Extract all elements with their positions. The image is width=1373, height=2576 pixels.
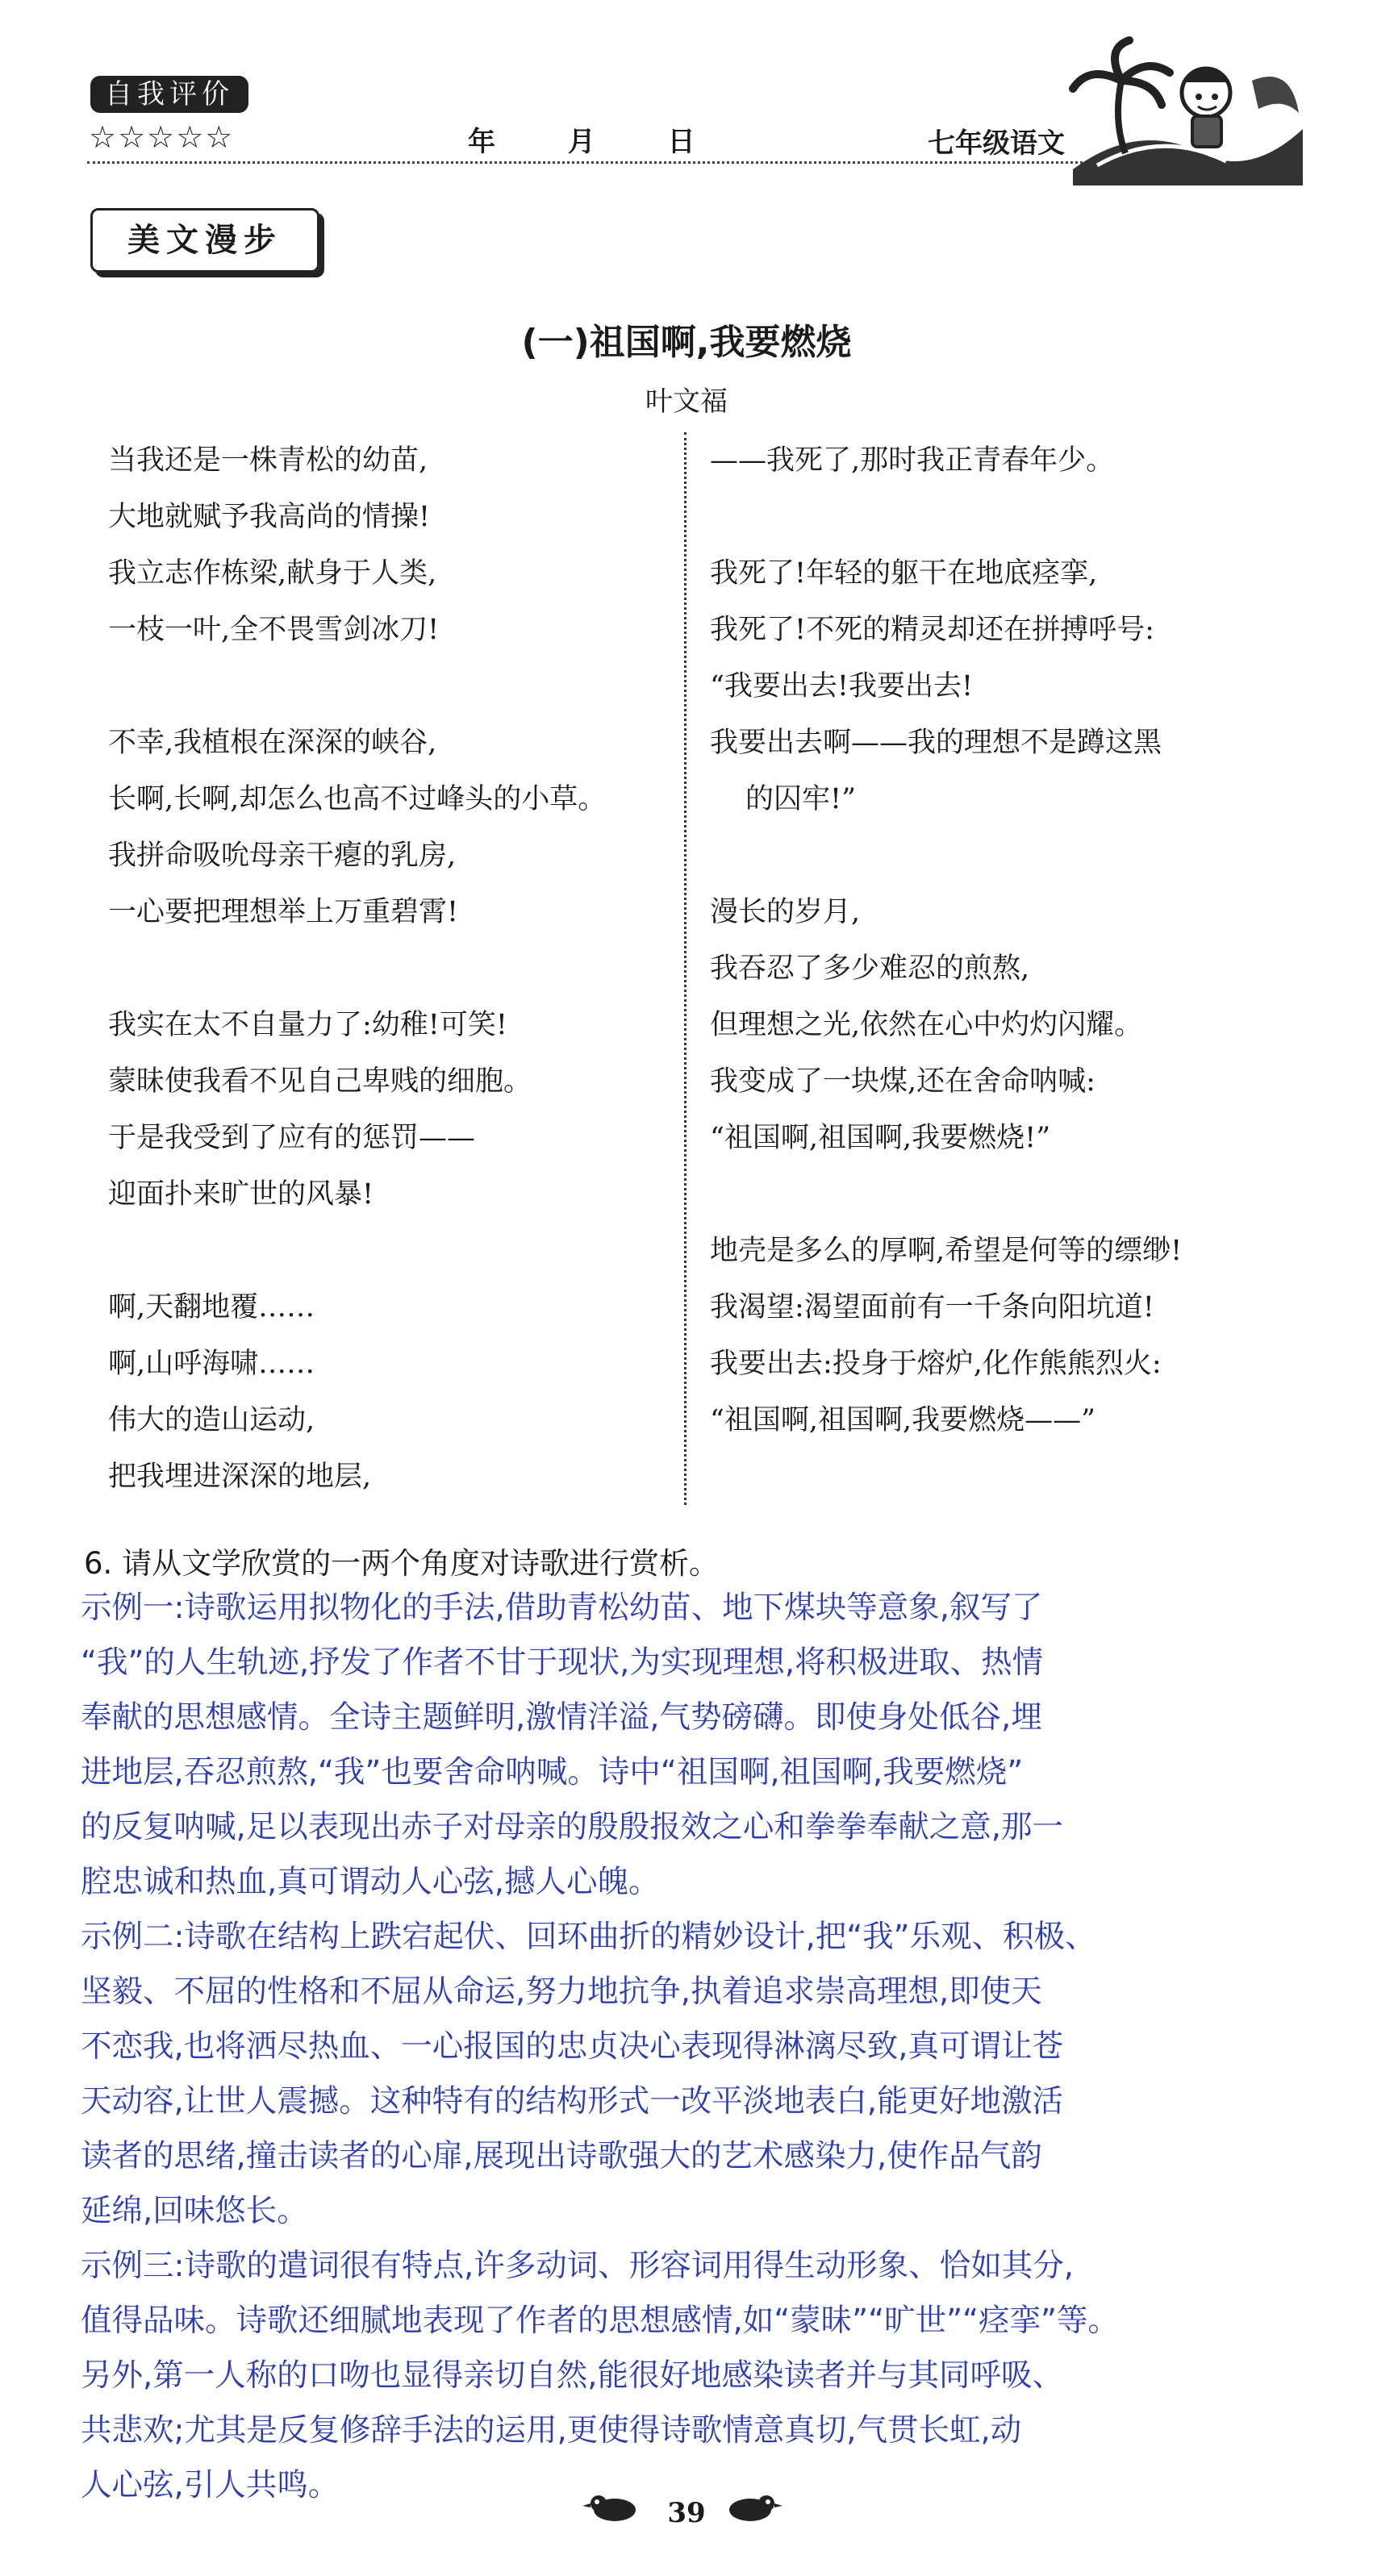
poem-line: 的囚牢!”: [745, 783, 856, 815]
question-6: 6. 请从文学欣赏的一两个角度对诗歌进行赏析。: [84, 1546, 720, 1581]
answer-line: 延绵,回味悠长。: [81, 2193, 308, 2229]
poem-line: 但理想之光,依然在心中灼灼闪耀。: [710, 1009, 1143, 1041]
poem-line: 把我埋进深深的地层,: [108, 1461, 372, 1493]
stanza-gap: [108, 1223, 673, 1279]
answer-line: 不恋我,也将洒尽热血、一心报国的忠贞决心表现得淋漓尽致,真可谓让苍: [81, 2028, 1063, 2065]
answer-line: 读者的思绪,撞击读者的心扉,展现出诗歌强大的艺术感染力,使作品气韵: [81, 2138, 1042, 2174]
answer-line: 进地层,吞忍煎熬,“我”也要舍命呐喊。诗中“祖国啊,祖国啊,我要燃烧”: [81, 1754, 1024, 1790]
poem-line: 我实在太不自量力了:幼稚!可笑!: [108, 1009, 507, 1041]
answer-line: 奉献的思想感情。全诗主题鲜明,激情洋溢,气势磅礴。即使身处低谷,埋: [81, 1699, 1042, 1736]
poem-line: 大地就赋予我高尚的情操!: [108, 501, 431, 533]
poem-line: 我拼命吸吮母亲干瘪的乳房,: [108, 840, 457, 872]
poem-line: 伟大的造山运动,: [108, 1404, 315, 1436]
poem-line: 我死了!不死的精灵却还在拼搏呼号:: [710, 614, 1154, 646]
poem-line: 不幸,我植根在深深的峡谷,: [108, 727, 437, 759]
answer-line: 天动容,让世人震撼。这种特有的结构形式一改平淡地表白,能更好地激活: [81, 2083, 1063, 2120]
date-line: 年 月 日: [468, 126, 695, 158]
poem-line: ——我死了,那时我正青春年少。: [710, 444, 1115, 477]
bird-right-icon: [726, 2491, 782, 2523]
poem-line: 一心要把理想举上万重碧霄!: [108, 896, 459, 928]
poem-line: 我变成了一块煤,还在舍命呐喊:: [710, 1065, 1095, 1098]
poem-line: 漫长的岁月,: [710, 896, 861, 928]
poem-line: 我吞忍了多少难忍的煎熬,: [710, 952, 1030, 985]
poem-line: 地壳是多么的厚啊,希望是何等的缥缈!: [710, 1235, 1183, 1267]
grade-subject-label: 七年级语文: [928, 127, 1065, 160]
answer-line: 人心弦,引人共鸣。: [81, 2467, 340, 2503]
poem-line: 迎面扑来旷世的风暴!: [108, 1178, 374, 1211]
stanza-gap: [710, 1166, 1291, 1223]
poem-line: 啊,天翻地覆……: [108, 1291, 315, 1323]
answer-line: 腔忠诚和热血,真可谓动人心弦,撼人心魄。: [81, 1864, 660, 1900]
answer-line: 另外,第一人称的口吻也显得亲切自然,能很好地感染读者并与其同呼吸、: [81, 2357, 1063, 2394]
stanza-gap: [108, 658, 673, 715]
page-number: 39: [667, 2497, 706, 2529]
poem-line: 长啊,长啊,却怎么也高不过峰头的小草。: [108, 783, 607, 815]
poem-left-column: [108, 432, 673, 1505]
answer-line: 共悲欢;尤其是反复修辞手法的运用,更使得诗歌情意真切,气贯长虹,动: [81, 2412, 1022, 2449]
poem-line: 我要出去:投身于熔炉,化作熊熊烈火:: [710, 1348, 1162, 1380]
answer-line: “我”的人生轨迹,抒发了作者不甘于现状,为实现理想,将积极进取、热情: [81, 1644, 1044, 1681]
stanza-gap: [710, 827, 1291, 884]
column-divider: [684, 432, 686, 1505]
poem-line: 我立志作栋梁,献身于人类,: [108, 557, 437, 590]
self-evaluation-badge: 自我评价: [90, 76, 248, 113]
header-divider: [87, 161, 1136, 164]
poem-line: “祖国啊,祖国啊,我要燃烧!”: [710, 1122, 1051, 1154]
poem-title: (一)祖国啊,我要燃烧: [521, 322, 852, 363]
poem-line: 我死了!年轻的躯干在地底痉挛,: [710, 557, 1098, 590]
poem-line: 我要出去啊——我的理想不是蹲这黑: [710, 727, 1162, 759]
stanza-gap: [710, 489, 1291, 545]
poem-author: 叶文福: [645, 386, 728, 418]
island-boy-illustration-icon: [1065, 32, 1307, 185]
stanza-gap: [108, 940, 673, 997]
poem-right-column: [710, 432, 1291, 1448]
answer-line: 值得品味。诗歌还细腻地表现了作者的思想感情,如“蒙昧”“旷世”“痉挛”等。: [81, 2303, 1119, 2339]
answer-block: [81, 1581, 1339, 2513]
poem-line: “祖国啊,祖国啊,我要燃烧——”: [710, 1404, 1096, 1436]
section-tag: 美文漫步: [90, 208, 319, 273]
poem-line: 啊,山呼海啸……: [108, 1348, 315, 1380]
answer-line: 示例一:诗歌运用拟物化的手法,借助青松幼苗、地下煤块等意象,叙写了: [81, 1590, 1043, 1626]
answer-line: 示例三:诗歌的遣词很有特点,许多动词、形容词用得生动形象、恰如其分,: [81, 2248, 1074, 2284]
answer-line: 坚毅、不屈的性格和不屈从命运,努力地抗争,执着追求崇高理想,即使天: [81, 1974, 1042, 2010]
answer-line: 示例二:诗歌在结构上跌宕起伏、回环曲折的精妙设计,把“我”乐观、积极、: [81, 1919, 1096, 1955]
poem-line: 我渴望:渴望面前有一千条向阳坑道!: [710, 1291, 1154, 1323]
rating-stars: ☆☆☆☆☆: [89, 119, 235, 155]
poem-line: 于是我受到了应有的惩罚——: [108, 1122, 476, 1154]
poem-line: 当我还是一株青松的幼苗,: [108, 444, 428, 477]
poem-line: 蒙昧使我看不见自己卑贱的细胞。: [108, 1065, 532, 1098]
poem-line: 一枝一叶,全不畏雪剑冰刀!: [108, 614, 440, 646]
answer-line: 的反复呐喊,足以表现出赤子对母亲的殷殷报效之心和拳拳奉献之意,那一: [81, 1809, 1063, 1845]
poem-line: “我要出去!我要出去!: [710, 670, 974, 702]
